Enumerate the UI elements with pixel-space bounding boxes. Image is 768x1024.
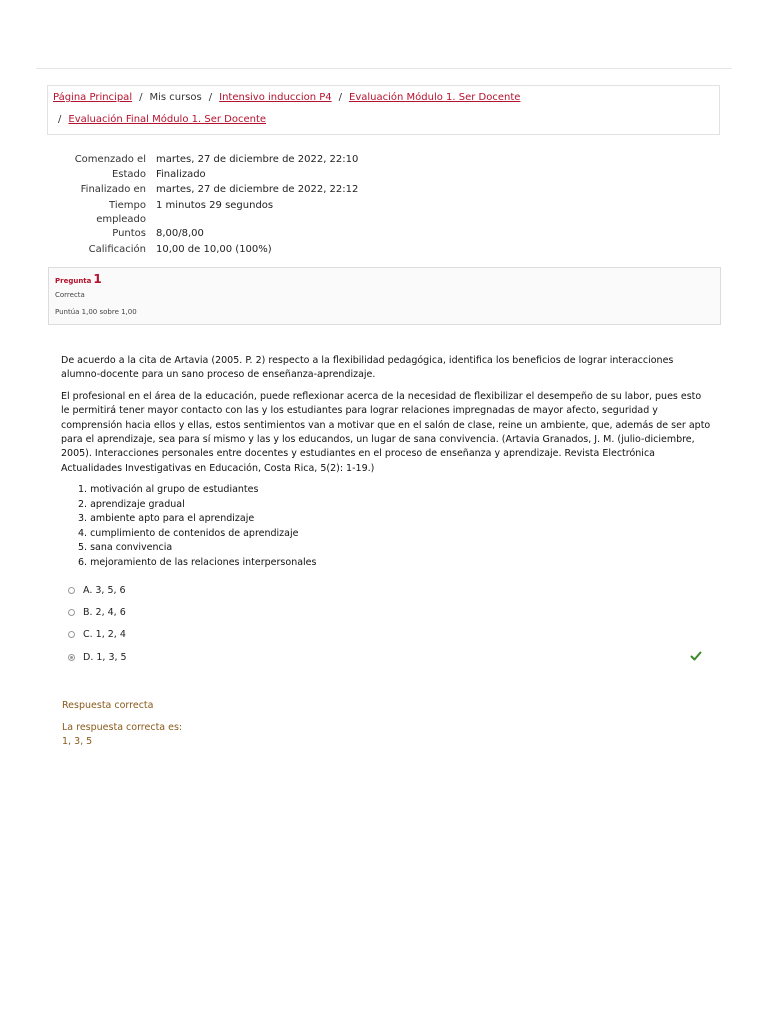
- question-number-value: 1: [93, 272, 102, 286]
- list-item: 2. aprendizaje gradual: [78, 498, 185, 510]
- breadcrumb-courses: Mis cursos: [149, 92, 202, 103]
- list-item: 6. mejoramiento de las relaciones interpersonales: [78, 556, 317, 568]
- summary-label: Calificación: [88, 244, 146, 255]
- breadcrumb-separator: /: [58, 114, 62, 125]
- summary-label: Puntos: [112, 228, 146, 239]
- list-item: 1. motivación al grupo de estudiantes: [78, 484, 259, 496]
- breadcrumb-row-1: [53, 92, 520, 103]
- breadcrumb-separator: /: [208, 92, 213, 103]
- answer-option-a[interactable]: [68, 585, 126, 596]
- question-number: [55, 272, 102, 286]
- checkmark-icon: [690, 650, 702, 662]
- answer-label: B. 2, 4, 6: [83, 607, 126, 618]
- question-text: [61, 354, 711, 570]
- radio-button[interactable]: [68, 587, 75, 594]
- breadcrumb-home-link[interactable]: Página Principal: [53, 92, 133, 103]
- question-intro: De acuerdo a la cita de Artavia (2005. P. 2) respecto a la flexibilidad pedagógica, identifica los beneficios de lograr interacciones alumno-docente para un sano proceso de enseñanza-aprendizaje.: [61, 355, 674, 381]
- answer-label: A. 3, 5, 6: [83, 585, 126, 596]
- breadcrumb-quiz-link[interactable]: Evaluación Final Módulo 1. Ser Docente: [68, 114, 267, 125]
- breadcrumb: [47, 85, 720, 135]
- summary-value: martes, 27 de diciembre de 2022, 22:12: [156, 184, 359, 195]
- summary-label: Estado: [111, 169, 146, 180]
- summary-label: Finalizado en: [80, 184, 146, 195]
- summary-value: martes, 27 de diciembre de 2022, 22:10: [156, 154, 359, 165]
- list-item: 5. sana convivencia: [78, 542, 173, 554]
- summary-value: Finalizado: [156, 169, 206, 180]
- list-item: 4. cumplimiento de contenidos de aprendizaje: [78, 527, 299, 539]
- question-items-list: [61, 483, 711, 570]
- answer-label: D. 1, 3, 5: [83, 652, 127, 663]
- answer-label: C. 1, 2, 4: [83, 629, 126, 640]
- question-prefix: Pregunta: [55, 277, 92, 285]
- question-quote: El profesional en el área de la educación, puede reflexionar acerca de la necesidad de flexibilizar el desempeño de su labor, pues esto le permitirá tener mayor contacto con las y los estudiantes para lograr relaciones impregnadas de mayor afecto, seguridad y comprensión hacia ellos y ellas, estos sentimientos van a motivar que en el salón de clase, reine un ambiente, que, además de ser apto para el aprendizaje, sea para sí mismo y las y los educandos, un lugar de sana convivencia. (Artavia Granados, J. M. (julio-diciembre, 2005). Interacciones personales entre docentes y estudiantes en el proceso de enseñanza y aprendizaje. Revista Electrónica Actualidades Investigativas en Educación, Costa Rica, 5(2): 1-19.): [61, 390, 711, 474]
- breadcrumb-course-link[interactable]: Intensivo induccion P4: [219, 92, 332, 103]
- summary-value: 10,00 de 10,00 (100%): [156, 244, 272, 255]
- answer-option-d[interactable]: [68, 652, 127, 663]
- feedback-status: Respuesta correcta: [62, 700, 154, 711]
- radio-button[interactable]: [68, 609, 75, 616]
- correct-answer-label: La respuesta correcta es:: [62, 722, 183, 733]
- summary-value: 1 minutos 29 segundos: [156, 200, 274, 211]
- answer-option-c[interactable]: [68, 629, 126, 640]
- breadcrumb-row-2: [58, 114, 266, 125]
- question-state: Correcta: [55, 291, 85, 299]
- question-grade: Puntúa 1,00 sobre 1,00: [55, 308, 137, 316]
- summary-label: Comenzado el: [74, 154, 146, 165]
- question-info-box: [48, 267, 721, 325]
- radio-button[interactable]: [68, 631, 75, 638]
- summary-value: 8,00/8,00: [156, 228, 204, 239]
- breadcrumb-section-link[interactable]: Evaluación Módulo 1. Ser Docente: [349, 92, 521, 103]
- list-item: 3. ambiente apto para el aprendizaje: [78, 513, 255, 525]
- top-divider: [36, 68, 732, 69]
- radio-button-selected[interactable]: [68, 654, 75, 661]
- correct-answer-value: 1, 3, 5: [62, 736, 93, 747]
- breadcrumb-separator: /: [338, 92, 343, 103]
- summary-label: Tiempo empleado: [96, 200, 146, 225]
- breadcrumb-separator: /: [139, 92, 143, 103]
- answer-option-b[interactable]: [68, 607, 126, 618]
